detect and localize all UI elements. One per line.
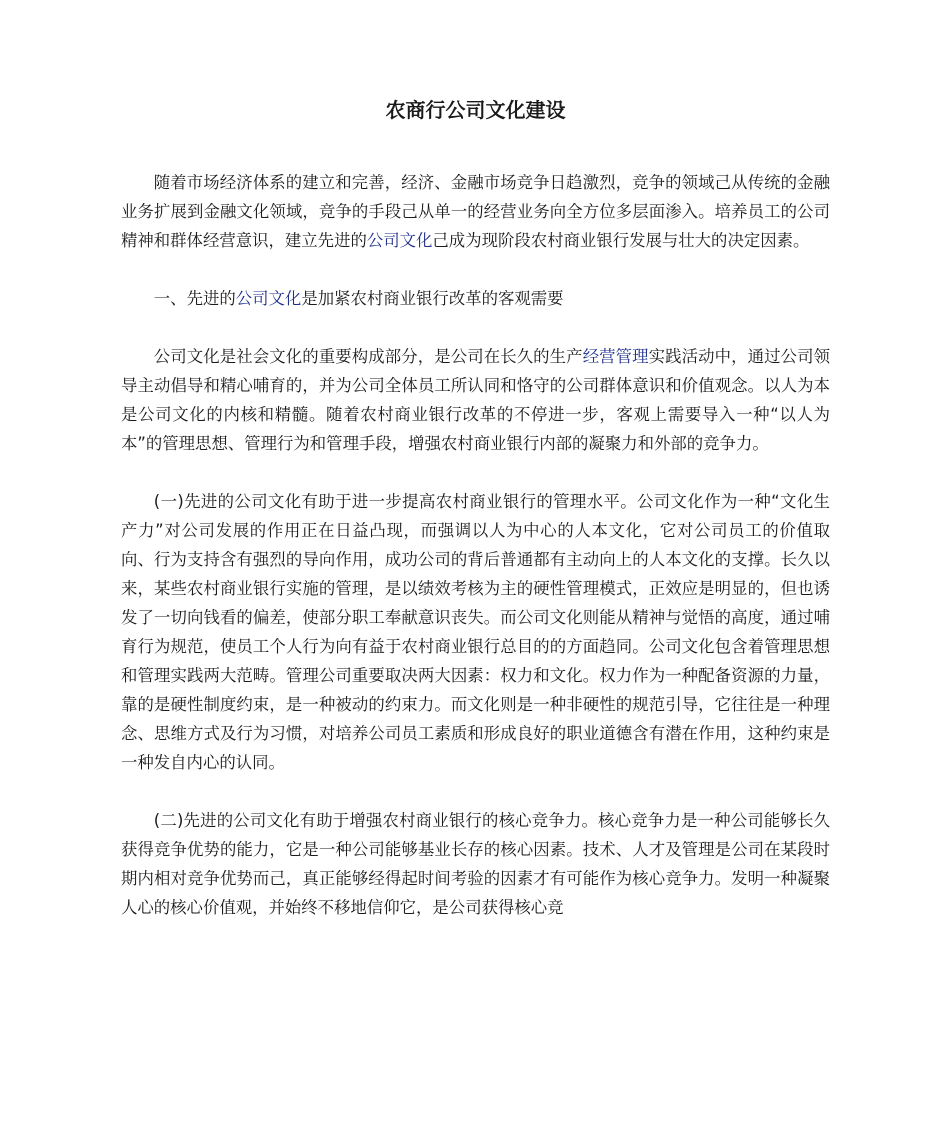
subsection2-paragraph: (二)先进的公司文化有助于增强农村商业银行的核心竞争力。核心竞争力是一种公司能够长久获得竞争优势的能力，它是一种公司能够基业长存的核心因素。技术、人才及管理是公司在某段时期内相对竞争优势而己，真正能够经得起时间考验的因素才有可能作为核心竞争力。发明一种凝聚人心的核心价值观，并始终不移地信仰它，是公司获得核心竞 — [121, 811, 830, 917]
section1-heading-after: 是加紧农村商业银行改革的客观需要 — [301, 289, 564, 308]
section1-paragraph — [121, 342, 830, 458]
intro-text-after: 己成为现阶段农村商业银行发展与壮大的决定因素。 — [432, 231, 810, 250]
corporate-culture-link[interactable]: 公司文化 — [366, 231, 433, 250]
subsection1-paragraph: (一)先进的公司文化有助于进一步提高农村商业银行的管理水平。公司文化作为一种“文化生产力”对公司发展的作用正在日益凸现，而强调以人为中心的人本文化，它对公司员工的价值取向、行为支持含有强烈的导向作用，成功公司的背后普通都有主动向上的人本文化的支撑。长久以来，某些农村商业银行实施的管理，是以绩效考核为主的硬性管理模式，正效应是明显的，但也诱发了一切向钱看的偏差，使部分职工奉献意识丧失。而公司文化则能从精神与觉悟的高度，通过哺育行为规范，使员工个人行为向有益于农村商业银行总目的的方面趋同。公司文化包含着管理思想和管理实践两大范畴。管理公司重要取决两大因素：权力和文化。权力作为一种配备资源的力量，靠的是硬性制度约束，是一种被动的约束力。而文化则是一种非硬性的规范引导，它往往是一种理念、思维方式及行为习惯，对培养公司员工素质和形成良好的职业道德含有潜在作用，这种约束是一种发自内心的认同。 — [121, 492, 830, 772]
section1-heading-before: 一、先进的 — [153, 289, 236, 308]
document-title: 农商行公司文化建设 — [385, 98, 566, 122]
section1-heading — [121, 284, 830, 313]
section1-text-before: 公司文化是社会文化的重要构成部分，是公司在长久的生产 — [153, 347, 583, 366]
section1-text-after: 实践活动中，通过公司领导主动倡导和精心哺育的，并为公司全体员工所认同和恪守的公司群体意识和价值观念。以人为本是公司文化的内核和精髓。随着农村商业银行改革的不停进一步，客观上需要导入一种“以人为本”的管理思想、管理行为和管理手段，增强农村商业银行内部的凝聚力和外部的竞争力。 — [121, 347, 831, 453]
section1-corporate-culture-link[interactable]: 公司文化 — [235, 289, 302, 308]
business-management-link[interactable]: 经营管理 — [582, 347, 649, 366]
intro-text-before: 随着市场经济体系的建立和完善，经济、金融市场竞争日趋激烈，竞争的领域己从传统的金融业务扩展到金融文化领域，竞争的手段己从单一的经营业务向全方位多层面渗入。培养员工的公司精神和群体经营意识，建立先进的 — [121, 173, 830, 250]
intro-paragraph — [121, 168, 830, 255]
